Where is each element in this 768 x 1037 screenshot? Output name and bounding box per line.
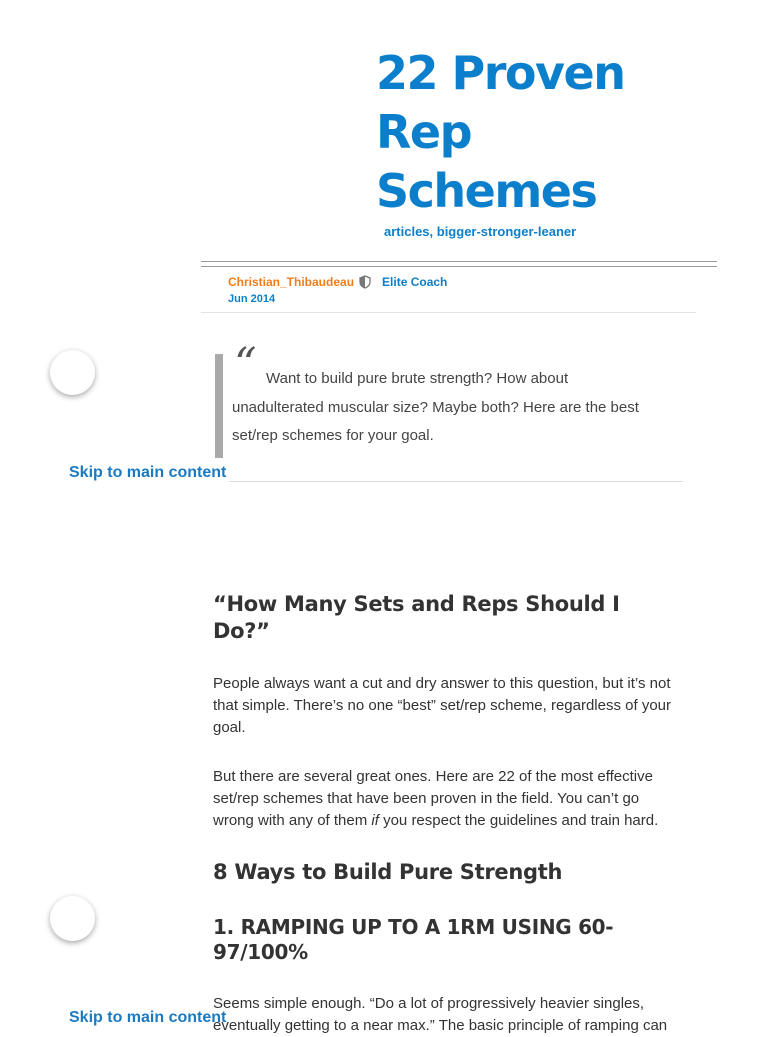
- skip-to-content-link[interactable]: Skip to main content: [69, 1009, 227, 1026]
- author-role: Elite Coach: [382, 275, 448, 289]
- quote-mark-icon: “: [234, 339, 257, 390]
- author-link[interactable]: Christian_Thibaudeau: [228, 275, 355, 289]
- article-pullquote: Want to build pure brute strength? How about unadulterated muscular size? Maybe both? Here are the best set/rep schemes for your goal.: [232, 370, 639, 444]
- paragraph: [213, 766, 683, 832]
- divider: [229, 481, 683, 482]
- article-categories[interactable]: articles, bigger-stronger-leaner: [384, 224, 577, 239]
- paragraph-text: you respect the guidelines and train hard.: [378, 812, 659, 829]
- subsection-heading: 1. RAMPING UP TO A 1RM USING 60-97/100%: [213, 915, 614, 964]
- floating-circle-button[interactable]: [50, 896, 95, 941]
- author-line: [228, 275, 447, 289]
- shield-icon: [358, 275, 372, 289]
- divider: [201, 266, 717, 267]
- skip-to-content-link[interactable]: Skip to main content: [69, 464, 227, 481]
- floating-circle-button[interactable]: [50, 350, 95, 395]
- article-title: 22 Proven Rep Schemes: [376, 46, 625, 218]
- paragraph: People always want a cut and dry answer to this question, but it’s not that simple. There’s no one “best” set/rep scheme, regardless of your goal.: [213, 675, 672, 736]
- paragraph-emphasis: if: [371, 812, 379, 829]
- article-date: Jun 2014: [228, 293, 276, 305]
- section-heading: 8 Ways to Build Pure Strength: [213, 860, 563, 884]
- quote-bar: [215, 354, 223, 458]
- divider: [201, 312, 696, 313]
- paragraph-text: But there are several great ones. Here are 22 of the most effective set/rep schemes that have been proven in the field. You can’t go wrong with any of them: [213, 768, 653, 829]
- section-heading: “How Many Sets and Reps Should I Do?”: [213, 592, 620, 643]
- divider: [201, 261, 717, 262]
- paragraph: Seems simple enough. “Do a lot of progressively heavier singles, eventually getting to a near max.” The basic principle of ramping can: [213, 995, 668, 1034]
